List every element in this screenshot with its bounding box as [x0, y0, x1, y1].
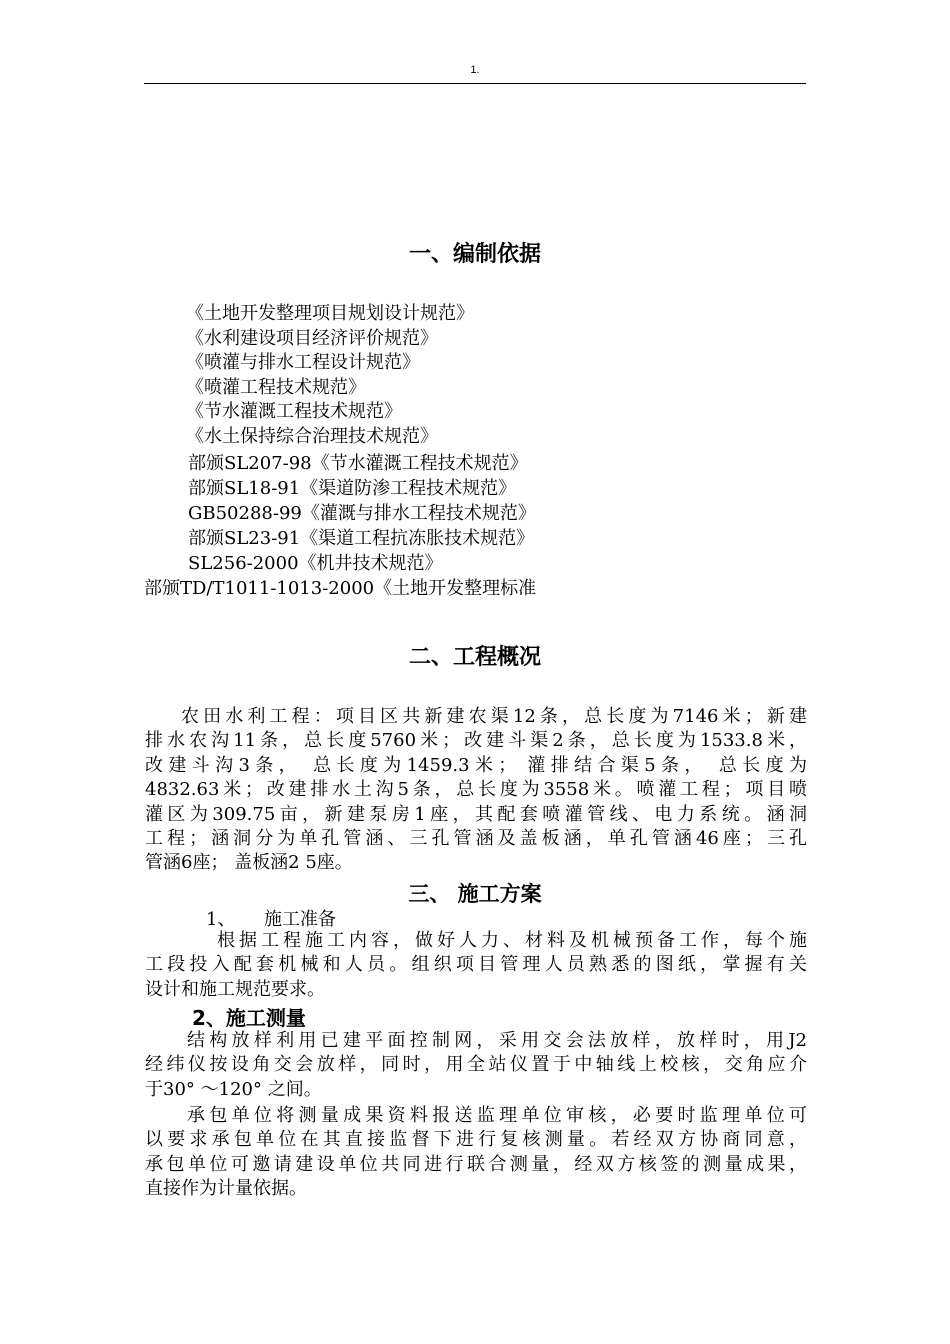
- paragraph-line: 结构放样利用已建平面控制网，采用交会法放样，放样时，用J2: [187, 1030, 807, 1051]
- section-1-title: 一、编制依据: [408, 242, 541, 267]
- paragraph-line: 承包单位将测量成果资料报送监理单位审核，必要时监理单位可: [187, 1105, 807, 1126]
- paragraph-line: 设计和施工规范要求。: [145, 978, 325, 1000]
- reference-item: 部颁SL23-91《渠道工程抗冻胀技术规范》: [188, 528, 535, 549]
- paragraph-line: 灌区为309.75亩，新建泵房1座，其配套喷灌管线、电力系统。涵洞: [145, 803, 807, 825]
- survey-paragraph: [145, 1029, 807, 1102]
- paragraph-line: 管涵6座； 盖板涵2 5座。: [145, 852, 353, 874]
- subsection-1-title: 施工准备: [264, 909, 336, 930]
- subsection-2-title: 2、施工测量: [192, 1006, 306, 1030]
- paragraph-line: 于30° ～120° 之间。: [145, 1078, 322, 1100]
- reference-item: SL256-2000《机井技术规范》: [188, 553, 443, 574]
- paragraph-line: 工程；涵洞分为单孔管涵、三孔管涵及盖板涵，单孔管涵46座；三孔: [145, 828, 807, 850]
- project-overview-paragraph: [145, 705, 807, 876]
- reference-item: 部颁SL18-91《渠道防渗工程技术规范》: [188, 478, 517, 499]
- subsection-1-number: 1、: [206, 909, 236, 930]
- reference-item: 部颁SL207-98《节水灌溉工程技术规范》: [188, 453, 528, 474]
- page-number: 1.: [470, 64, 480, 76]
- reference-item: 《喷灌与排水工程设计规范》: [186, 352, 420, 373]
- reference-item: 《喷灌工程技术规范》: [186, 377, 366, 398]
- header-rule: [144, 83, 806, 84]
- paragraph-line: 经纬仪按设角交会放样，同时，用全站仪置于中轴线上校核，交角应介: [145, 1054, 807, 1076]
- reference-item: 部颁TD/T1011-1013-2000《土地开发整理标准: [144, 578, 537, 599]
- paragraph-line: 农田水利工程：项目区共新建农渠12条，总长度为7146米；新建: [181, 706, 807, 727]
- section-2-title: 二、工程概况: [408, 645, 541, 670]
- preparation-paragraph: [145, 929, 807, 1002]
- reference-item: 《水利建设项目经济评价规范》: [186, 328, 438, 349]
- contract-survey-paragraph: [145, 1104, 807, 1202]
- paragraph-line: 直接作为计量依据。: [145, 1178, 307, 1200]
- paragraph-line: 根据工程施工内容，做好人力、材料及机械预备工作，每个施: [217, 930, 807, 951]
- paragraph-line: 工段投入配套机械和人员。组织项目管理人员熟悉的图纸，掌握有关: [145, 954, 807, 976]
- paragraph-line: 4832.63米；改建排水土沟5条，总长度为3558米。喷灌工程；项目喷: [145, 779, 807, 801]
- paragraph-line: 以要求承包单位在其直接监督下进行复核测量。若经双方协商同意，: [145, 1129, 807, 1151]
- reference-item: 《水土保持综合治理技术规范》: [186, 426, 438, 447]
- reference-item: 《节水灌溉工程技术规范》: [186, 401, 402, 422]
- reference-item: 《土地开发整理项目规划设计规范》: [186, 303, 474, 324]
- paragraph-line: 排水农沟11条，总长度5760米；改建斗渠2条，总长度为1533.8米，: [145, 730, 807, 752]
- paragraph-line: 承包单位可邀请建设单位共同进行联合测量，经双方核签的测量成果，: [145, 1153, 807, 1175]
- paragraph-line: 改建斗沟3条， 总长度为1459.3米； 灌排结合渠5条， 总长度为: [145, 754, 807, 776]
- reference-item: GB50288-99《灌溉与排水工程技术规范》: [188, 503, 536, 524]
- section-3-title: 三、 施工方案: [408, 882, 542, 906]
